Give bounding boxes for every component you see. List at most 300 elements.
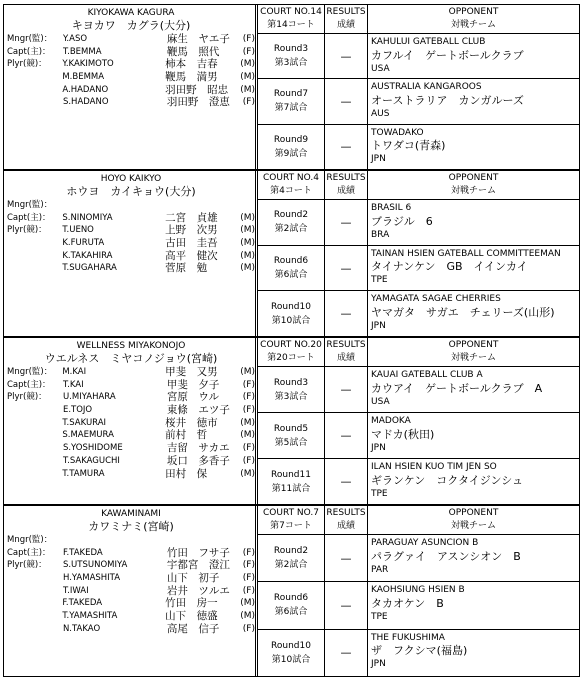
court-header — [258, 171, 325, 199]
player-name-jp: 菅原 勉 — [165, 262, 208, 275]
court-number: COURT NO.14 — [260, 7, 322, 17]
player-name-jp: 山下 徳盛 — [165, 610, 218, 623]
match-schedule — [258, 506, 579, 676]
opponent-name: PARAGUAY ASUNCION B — [371, 538, 479, 548]
opponent-name: MADOKA — [371, 416, 411, 426]
match-row — [258, 291, 579, 336]
player-gender: (F) — [242, 547, 255, 558]
player-role — [7, 262, 62, 275]
result-cell: — — [325, 630, 368, 676]
opponent-header — [368, 338, 579, 366]
player-role — [7, 442, 63, 455]
round-label: Round6 — [273, 256, 309, 266]
player-row — [7, 366, 255, 379]
match-schedule — [258, 338, 579, 504]
player-gender: (M) — [240, 72, 255, 83]
player-name-en: K.FURUTA — [62, 238, 105, 249]
schedule-header — [258, 338, 579, 367]
opponent-label: OPPONENT — [448, 173, 499, 183]
player-gender: (F) — [242, 443, 255, 454]
results-label-jp: 成績 — [336, 521, 355, 531]
schedule-header — [258, 171, 579, 200]
match-row — [258, 246, 579, 292]
opponent-header — [368, 5, 579, 33]
player-name-jp: 羽田野 昭忠 — [165, 83, 229, 96]
player-name-en: Y.ASO — [62, 34, 88, 44]
result-cell: — — [325, 125, 368, 169]
round-label-jp: 第6試合 — [274, 270, 308, 280]
court-number: COURT NO.4 — [263, 173, 319, 183]
opponent-country: TPE — [371, 275, 388, 286]
player-role — [7, 597, 62, 610]
results-header — [325, 171, 368, 199]
player-name-jp: 吉留 サカエ — [166, 442, 230, 455]
player-row — [7, 597, 255, 610]
player-name-jp: 麻生 ヤエ子 — [166, 33, 230, 45]
results-label: RESULTS — [326, 7, 366, 17]
opponent-label: OPPONENT — [448, 7, 499, 17]
player-name-jp — [167, 534, 243, 547]
team-roster — [4, 5, 258, 169]
opponent-cell — [368, 459, 579, 504]
round-label-jp: 第2試合 — [274, 224, 308, 235]
opponent-country: USA — [371, 63, 390, 74]
player-name-jp: 前村 哲 — [165, 429, 208, 442]
opponent-country: PAR — [371, 564, 389, 575]
results-label-jp: 成績 — [336, 186, 355, 196]
player-name-en: T.SAKAGUCHI — [62, 455, 120, 466]
player-gender: (M) — [240, 238, 255, 249]
round-label-jp: 第5試合 — [274, 437, 308, 448]
round-cell — [258, 79, 325, 123]
player-row — [7, 391, 255, 404]
round-label: Round9 — [273, 134, 309, 145]
player-name-en: M.KAI — [62, 367, 87, 377]
player-gender: (F) — [242, 560, 255, 571]
player-name-jp: 高尾 信子 — [166, 622, 220, 635]
player-row — [7, 417, 255, 430]
player-role — [7, 417, 62, 430]
results-label-jp: 成績 — [336, 353, 355, 363]
result-cell: — — [325, 367, 368, 412]
round-label: Round6 — [273, 593, 309, 604]
round-cell — [258, 34, 325, 78]
player-name-jp: 東條 エツ子 — [166, 404, 230, 417]
player-gender: (F) — [242, 573, 255, 584]
player-name-en: T.IWAI — [62, 585, 89, 596]
opponent-name: BRASIL 6 — [371, 203, 412, 213]
player-gender: (M) — [240, 598, 255, 609]
result-cell: — — [325, 459, 368, 504]
match-row — [258, 413, 579, 459]
player-role: Capt(主)： — [7, 212, 51, 223]
player-role — [7, 71, 62, 84]
result-cell: — — [325, 79, 368, 123]
player-name-jp: 山下 初子 — [166, 572, 220, 585]
player-gender: (M) — [240, 84, 255, 95]
player-row — [7, 468, 255, 481]
player-row — [7, 455, 255, 468]
opponent-country: TPE — [371, 611, 388, 622]
player-role — [7, 623, 63, 636]
opponent-name-jp: カウアイ ゲートボールクラブ A — [371, 381, 543, 395]
match-row — [258, 459, 579, 504]
opponent-name-jp: トワダコ(青森) — [371, 139, 446, 153]
player-name-en — [63, 199, 167, 212]
player-row — [7, 199, 255, 212]
opponent-name: AUSTRALIA KANGAROOS — [371, 82, 482, 93]
opponent-name: ILAN HSIEN KUO TIM JEN SO — [371, 462, 497, 472]
player-row — [7, 547, 255, 560]
opponent-cell — [368, 291, 579, 336]
opponent-cell — [368, 630, 579, 676]
opponent-country: TPE — [371, 488, 388, 499]
player-name-en: T.SUGAHARA — [62, 263, 117, 274]
results-header — [325, 506, 368, 534]
player-name-en: T.KAI — [62, 379, 84, 390]
player-name-en: A.HADANO — [62, 84, 109, 95]
team-name-jp: カワミナミ(宮崎) — [88, 520, 174, 533]
player-row — [7, 534, 255, 547]
player-name-jp: 坂口 多香子 — [166, 454, 230, 467]
player-name-jp: 甲斐 夕子 — [166, 378, 220, 391]
results-label: RESULTS — [326, 340, 366, 350]
opponent-label-jp: 対戦チーム — [450, 20, 496, 30]
round-cell — [258, 535, 325, 581]
round-label-jp: 第6試合 — [274, 607, 308, 618]
round-cell — [258, 413, 325, 458]
player-role: Plyr(競)： — [7, 392, 47, 403]
opponent-name-jp: ザ フクシマ(福島) — [371, 644, 468, 658]
schedule-header — [258, 5, 579, 34]
results-label: RESULTS — [326, 173, 366, 183]
player-gender: (F) — [242, 623, 255, 634]
player-name-en: H.YAMASHITA — [62, 573, 121, 584]
opponent-label: OPPONENT — [448, 340, 499, 350]
round-label-jp: 第3試合 — [274, 391, 308, 402]
opponent-cell — [368, 535, 579, 581]
opponent-name: THE FUKUSHIMA — [371, 632, 445, 643]
player-name-en: S.MAEMURA — [62, 430, 114, 441]
opponent-name-jp: タイナンケン GB イインカイ — [371, 260, 528, 274]
court-number-jp: 第20コート — [267, 353, 315, 363]
player-name-jp: 鞭馬 照代 — [166, 45, 220, 58]
player-row — [7, 250, 255, 263]
player-row — [7, 212, 255, 225]
opponent-label: OPPONENT — [448, 508, 499, 518]
player-name-jp: 羽田野 澄恵 — [166, 96, 230, 109]
opponent-name: TAINAN HSIEN GATEBALL COMMITTEEMAN — [371, 248, 561, 259]
player-gender: (F) — [242, 585, 255, 596]
opponent-cell — [368, 79, 579, 123]
round-label: Round7 — [273, 89, 309, 100]
player-role — [7, 96, 63, 109]
team-name: HOYO KAIKYO — [100, 174, 162, 184]
player-name-en: F.TAKEDA — [62, 547, 103, 558]
team-block — [4, 504, 579, 676]
player-role — [7, 237, 62, 250]
opponent-name-jp: オーストラリア カンガルーズ — [371, 93, 524, 107]
team-name: WELLNESS MIYAKONOJO — [76, 341, 186, 351]
player-gender: (F) — [242, 97, 255, 108]
round-cell — [258, 125, 325, 169]
team-block — [4, 336, 579, 504]
player-row — [7, 442, 255, 455]
opponent-country: JPN — [371, 320, 386, 331]
player-name-en: S.UTSUNOMIYA — [62, 560, 128, 571]
round-label-jp: 第7試合 — [274, 103, 308, 114]
result-cell: — — [325, 535, 368, 581]
player-name-jp: 岩井 ツルエ — [166, 584, 230, 597]
player-role: Mngr(監)： — [7, 367, 53, 377]
player-gender: (M) — [240, 212, 255, 223]
player-name-jp: 宮原 ウル — [166, 391, 220, 404]
opponent-label-jp: 対戦チーム — [450, 186, 496, 196]
court-number-jp: 第7コート — [270, 521, 312, 531]
round-cell — [258, 367, 325, 412]
round-cell — [258, 200, 325, 245]
round-cell — [258, 630, 325, 676]
result-cell: — — [325, 34, 368, 78]
match-row — [258, 535, 579, 582]
player-row — [7, 572, 255, 585]
round-label: Round11 — [271, 469, 311, 480]
player-name-jp: 甲斐 又男 — [165, 366, 218, 378]
player-gender: (M) — [240, 367, 255, 377]
opponent-header — [368, 171, 579, 199]
opponent-name: KAUAI GATEBALL CLUB A — [371, 370, 483, 380]
match-row — [258, 79, 579, 124]
player-name-jp: 竹田 房一 — [165, 597, 218, 610]
result-cell: — — [325, 200, 368, 245]
opponent-name-jp: ヤマガタ サガエ チェリーズ(山形) — [371, 305, 555, 319]
opponent-country: JPN — [371, 659, 386, 670]
round-cell — [258, 459, 325, 504]
player-name-jp: 宇都宮 澄江 — [166, 559, 230, 572]
opponent-name-jp: タカオケン B — [371, 596, 444, 610]
opponent-cell — [368, 34, 579, 78]
opponent-label-jp: 対戦チーム — [450, 521, 496, 531]
player-name-en — [63, 534, 167, 547]
player-role — [7, 585, 63, 598]
player-role — [7, 429, 62, 442]
court-number-jp: 第4コート — [270, 186, 312, 196]
player-name-en: E.TOJO — [62, 405, 93, 416]
opponent-label-jp: 対戦チーム — [450, 353, 496, 363]
player-role: Mngr(監)： — [7, 535, 53, 545]
player-name-jp: 二宮 貞雄 — [165, 211, 218, 224]
player-row — [7, 559, 255, 572]
court-number-jp: 第14コート — [267, 20, 315, 30]
player-gender: (F) — [242, 379, 255, 390]
team-schedule-table — [3, 4, 580, 677]
results-header — [325, 338, 368, 366]
result-cell: — — [325, 413, 368, 458]
round-cell — [258, 291, 325, 336]
player-row — [7, 71, 255, 84]
opponent-name-jp: マドカ(秋田) — [371, 427, 435, 441]
player-name-en: K.TAKAHIRA — [62, 250, 113, 261]
round-label-jp: 第11試合 — [271, 483, 311, 494]
opponent-cell — [368, 246, 579, 291]
player-name-en: U.MIYAHARA — [62, 392, 116, 403]
player-name-jp: 高平 健次 — [165, 249, 218, 262]
player-name-jp: 鞭馬 満男 — [165, 71, 218, 84]
team-name-jp: キヨカワ カグラ(大分) — [71, 19, 191, 32]
team-name: KIYOKAWA KAGURA — [87, 8, 175, 18]
result-cell: — — [325, 582, 368, 628]
opponent-country: USA — [371, 396, 390, 407]
player-name-en: S.NINOMIYA — [62, 212, 113, 223]
round-label-jp: 第2試合 — [274, 560, 308, 571]
player-gender: (M) — [240, 59, 255, 70]
player-gender: (M) — [240, 417, 255, 428]
player-role — [7, 84, 62, 97]
player-row — [7, 96, 255, 109]
round-label: Round10 — [271, 640, 311, 651]
team-roster — [4, 506, 258, 676]
player-gender: (M) — [240, 611, 255, 622]
player-name-jp: 竹田 フサ子 — [166, 546, 230, 559]
round-label: Round2 — [273, 546, 309, 557]
player-name-jp: 上野 次男 — [165, 224, 218, 237]
player-row — [7, 33, 255, 46]
player-name-en: S.YOSHIDOME — [62, 443, 123, 454]
results-label-jp: 成績 — [336, 20, 355, 30]
player-role — [7, 404, 63, 417]
team-name-jp: ウエルネス ミヤコノジョウ(宮崎) — [44, 352, 218, 365]
match-schedule — [258, 171, 579, 336]
player-gender: (M) — [240, 468, 255, 479]
player-name-jp — [167, 199, 243, 212]
player-name-en: N.TAKAO — [62, 623, 101, 634]
opponent-name-jp: カフルイ ゲートボールクラブ — [371, 48, 524, 62]
player-role — [7, 468, 62, 481]
player-role — [7, 572, 63, 585]
opponent-name-jp: パラグァイ アスンシオン B — [371, 549, 521, 563]
player-name-en: F.TAKEDA — [62, 598, 103, 609]
player-row — [7, 623, 255, 636]
player-role: Capt(主)： — [7, 379, 51, 390]
player-row — [7, 84, 255, 97]
opponent-cell — [368, 413, 579, 458]
player-role: Plyr(競)： — [7, 225, 47, 236]
team-block — [4, 169, 579, 336]
match-row — [258, 34, 579, 79]
player-role — [7, 610, 62, 623]
round-label: Round3 — [273, 44, 309, 55]
opponent-country: JPN — [371, 154, 386, 165]
player-name-en: T.YAMASHITA — [62, 611, 118, 622]
player-name-jp: 柿本 吉春 — [165, 58, 218, 71]
opponent-name: KAOHSIUNG HSIEN B — [371, 585, 465, 596]
round-label-jp: 第3試合 — [274, 58, 308, 69]
player-role: Plyr(競)： — [7, 59, 47, 70]
player-role: Capt(主)： — [7, 46, 51, 57]
opponent-name: YAMAGATA SAGAE CHERRIES — [371, 294, 501, 305]
match-schedule — [258, 5, 579, 169]
opponent-name-jp: ブラジル 6 — [371, 214, 433, 228]
opponent-cell — [368, 200, 579, 245]
player-row — [7, 429, 255, 442]
player-name-en: T.SAKURAI — [62, 417, 107, 428]
opponent-country: BRA — [371, 229, 390, 240]
round-label: Round3 — [273, 377, 309, 388]
results-header — [325, 5, 368, 33]
court-number: COURT NO.7 — [263, 508, 319, 518]
opponent-cell — [368, 582, 579, 628]
round-cell — [258, 246, 325, 291]
player-row — [7, 46, 255, 59]
player-role: Mngr(監)： — [7, 34, 53, 44]
opponent-cell — [368, 367, 579, 412]
player-name-en: T.UENO — [62, 225, 94, 236]
result-cell: — — [325, 246, 368, 291]
player-gender: (F) — [242, 392, 255, 403]
round-label: Round10 — [271, 301, 311, 312]
results-label: RESULTS — [326, 508, 366, 518]
opponent-cell — [368, 125, 579, 169]
player-gender: (M) — [240, 250, 255, 261]
player-gender: (F) — [242, 405, 255, 416]
court-number: COURT NO.20 — [260, 340, 322, 350]
player-name-jp: 桜井 徳市 — [165, 416, 218, 429]
result-cell: — — [325, 291, 368, 336]
team-name-jp: ホウヨ カイキョウ(大分) — [66, 185, 196, 198]
player-role: Plyr(競)： — [7, 560, 47, 571]
player-gender: (F) — [242, 34, 255, 44]
court-header — [258, 5, 325, 33]
schedule-header — [258, 506, 579, 535]
opponent-country: AUS — [371, 108, 390, 119]
round-label: Round2 — [273, 210, 309, 221]
player-role: Capt(主)： — [7, 547, 51, 558]
player-name-en: S.HADANO — [62, 97, 109, 108]
player-role: Mngr(監)： — [7, 200, 53, 210]
player-gender: (M) — [240, 430, 255, 441]
player-gender: (M) — [240, 263, 255, 274]
player-gender: (F) — [242, 455, 255, 466]
player-row — [7, 58, 255, 71]
round-cell — [258, 582, 325, 628]
player-row — [7, 610, 255, 623]
player-row — [7, 379, 255, 392]
player-name-jp: 古田 圭吾 — [165, 237, 218, 250]
player-name-jp: 田村 保 — [165, 467, 208, 480]
match-row — [258, 200, 579, 246]
round-label: Round5 — [273, 423, 309, 434]
player-name-en: Y.KAKIMOTO — [62, 59, 114, 70]
match-row — [258, 367, 579, 413]
player-row — [7, 585, 255, 598]
player-row — [7, 404, 255, 417]
team-name: KAWAMINAMI — [101, 509, 161, 519]
player-name-en: T.TAMURA — [62, 468, 105, 479]
team-roster — [4, 171, 258, 336]
opponent-name: TOWADAKO — [371, 127, 424, 138]
round-label-jp: 第10試合 — [271, 315, 311, 326]
player-role — [7, 455, 63, 468]
player-name-en: M.BEMMA — [62, 72, 105, 83]
opponent-name: KAHULUI GATEBALL CLUB — [371, 37, 486, 47]
player-gender: (F) — [242, 46, 255, 57]
match-row — [258, 125, 579, 169]
player-row — [7, 237, 255, 250]
team-block — [4, 5, 579, 169]
team-roster — [4, 338, 258, 504]
court-header — [258, 506, 325, 534]
opponent-country: JPN — [371, 442, 386, 453]
